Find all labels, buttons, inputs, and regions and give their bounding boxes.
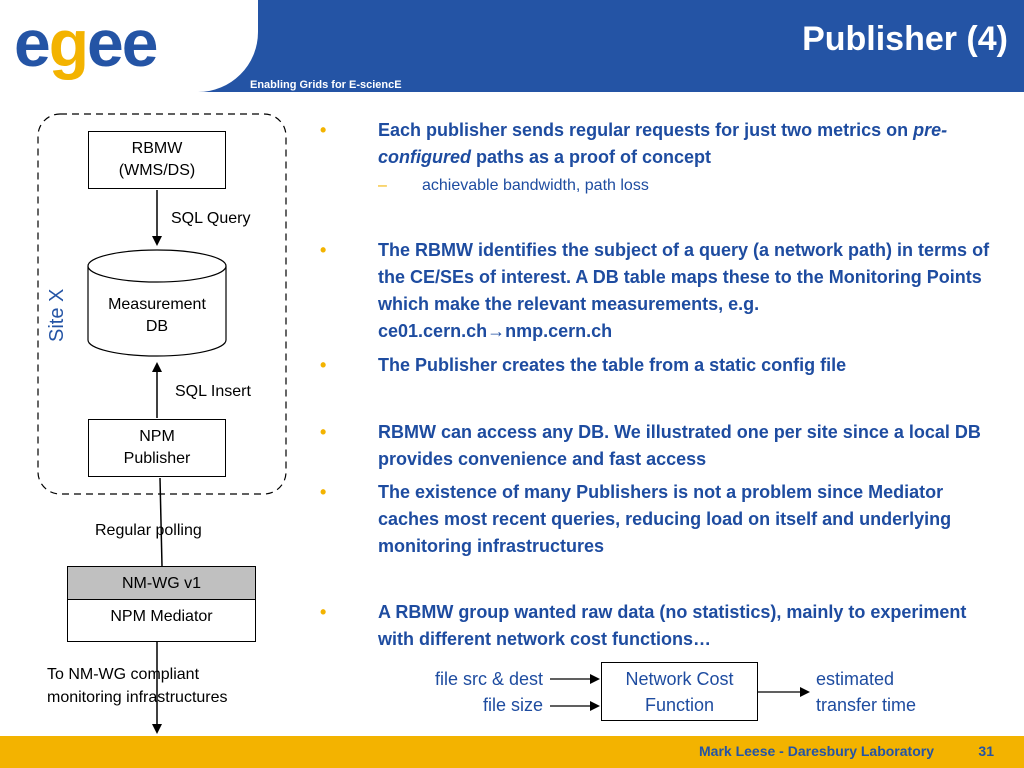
to-nmwg-label <box>47 663 228 709</box>
bullet-marker: • <box>320 355 327 375</box>
database-cylinder-top <box>88 250 226 282</box>
ncf-box-line1: Network Cost <box>625 669 734 689</box>
db-line2: DB <box>145 318 169 335</box>
npm-line1: NPM <box>139 428 175 445</box>
page-number: 31 <box>978 743 994 759</box>
bullet-4-text: RBMW can access any DB. We illustrated one per site since a local DB provides convenience and fast access <box>378 422 981 469</box>
footer-author: Mark Leese - Daresbury Laboratory <box>699 743 934 759</box>
bullet-1-text <box>378 117 998 171</box>
logo-letter-g: g <box>48 6 88 80</box>
bullet-marker: • <box>320 422 327 442</box>
ncf-output-1: estimated <box>816 669 895 689</box>
bullet-1-italic: pre-configured <box>378 120 948 167</box>
nmwg-box: NM-WG v1 <box>67 566 256 600</box>
logo-letters-ee: ee <box>87 6 157 80</box>
bullet-2-part1: The RBMW identifies the subject of a query (a network path) in terms of the CE/SEs of interest. A DB table maps these to the Monitoring Points which make the relevant measurements, e.g. ce01.cern.ch <box>378 240 990 341</box>
ncf-input-1: file src & dest <box>434 669 543 689</box>
regular-polling-label: Regular polling <box>95 522 202 539</box>
bullet-marker: • <box>320 120 327 140</box>
db-line1: Measurement <box>108 296 206 313</box>
bullet-1-part1: Each publisher sends regular requests for just two metrics on <box>378 120 914 140</box>
rbmw-line2: (WMS/DS) <box>118 162 196 179</box>
ncf-box-line2: Function <box>644 695 715 715</box>
bullet-2-text <box>378 237 998 345</box>
rbmw-line1: RBMW <box>131 140 183 157</box>
tagline: Enabling Grids for E-sciencE <box>250 79 402 91</box>
bullet-1-part2: paths as a proof of concept <box>471 147 712 167</box>
npm-mediator-box: NPM Mediator <box>67 599 256 642</box>
rbmw-box <box>88 131 226 189</box>
sub-bullet-1-text: achievable bandwidth, path loss <box>422 177 649 194</box>
ncf-outputs <box>816 666 916 718</box>
npm-publisher-box <box>88 419 226 477</box>
db-label <box>88 294 226 338</box>
bullet-marker: • <box>320 482 327 502</box>
arrow-glyph: → <box>487 321 506 341</box>
ncf-inputs <box>396 666 543 718</box>
sub-bullet-marker: – <box>378 177 387 194</box>
sql-insert-label: SQL Insert <box>175 383 251 400</box>
bullet-6-text: A RBMW group wanted raw data (no statistics), mainly to experiment with different network cost functions… <box>378 602 967 649</box>
bullet-5-text: The existence of many Publishers is not a problem since Mediator caches most recent queries, reducing load on itself and underlying monitoring infrastructures <box>378 482 952 556</box>
page-title: Publisher (4) <box>802 20 1008 58</box>
bullet-marker: • <box>320 602 327 622</box>
bullet-3-text: The Publisher creates the table from a static config file <box>378 355 847 375</box>
ncf-input-2: file size <box>482 695 543 715</box>
npm-line2: Publisher <box>123 450 191 467</box>
ncf-output-2: transfer time <box>816 695 917 715</box>
bullet-marker: • <box>320 240 327 260</box>
bullet-2-part2: nmp.cern.ch <box>505 321 613 341</box>
site-x-label: Site X <box>46 288 68 342</box>
to-line2: monitoring infrastructures <box>47 689 228 706</box>
to-line1: To NM-WG compliant <box>47 666 200 683</box>
ncf-box <box>601 662 758 721</box>
sql-query-label: SQL Query <box>171 210 251 227</box>
logo-letter-e: e <box>14 6 49 80</box>
